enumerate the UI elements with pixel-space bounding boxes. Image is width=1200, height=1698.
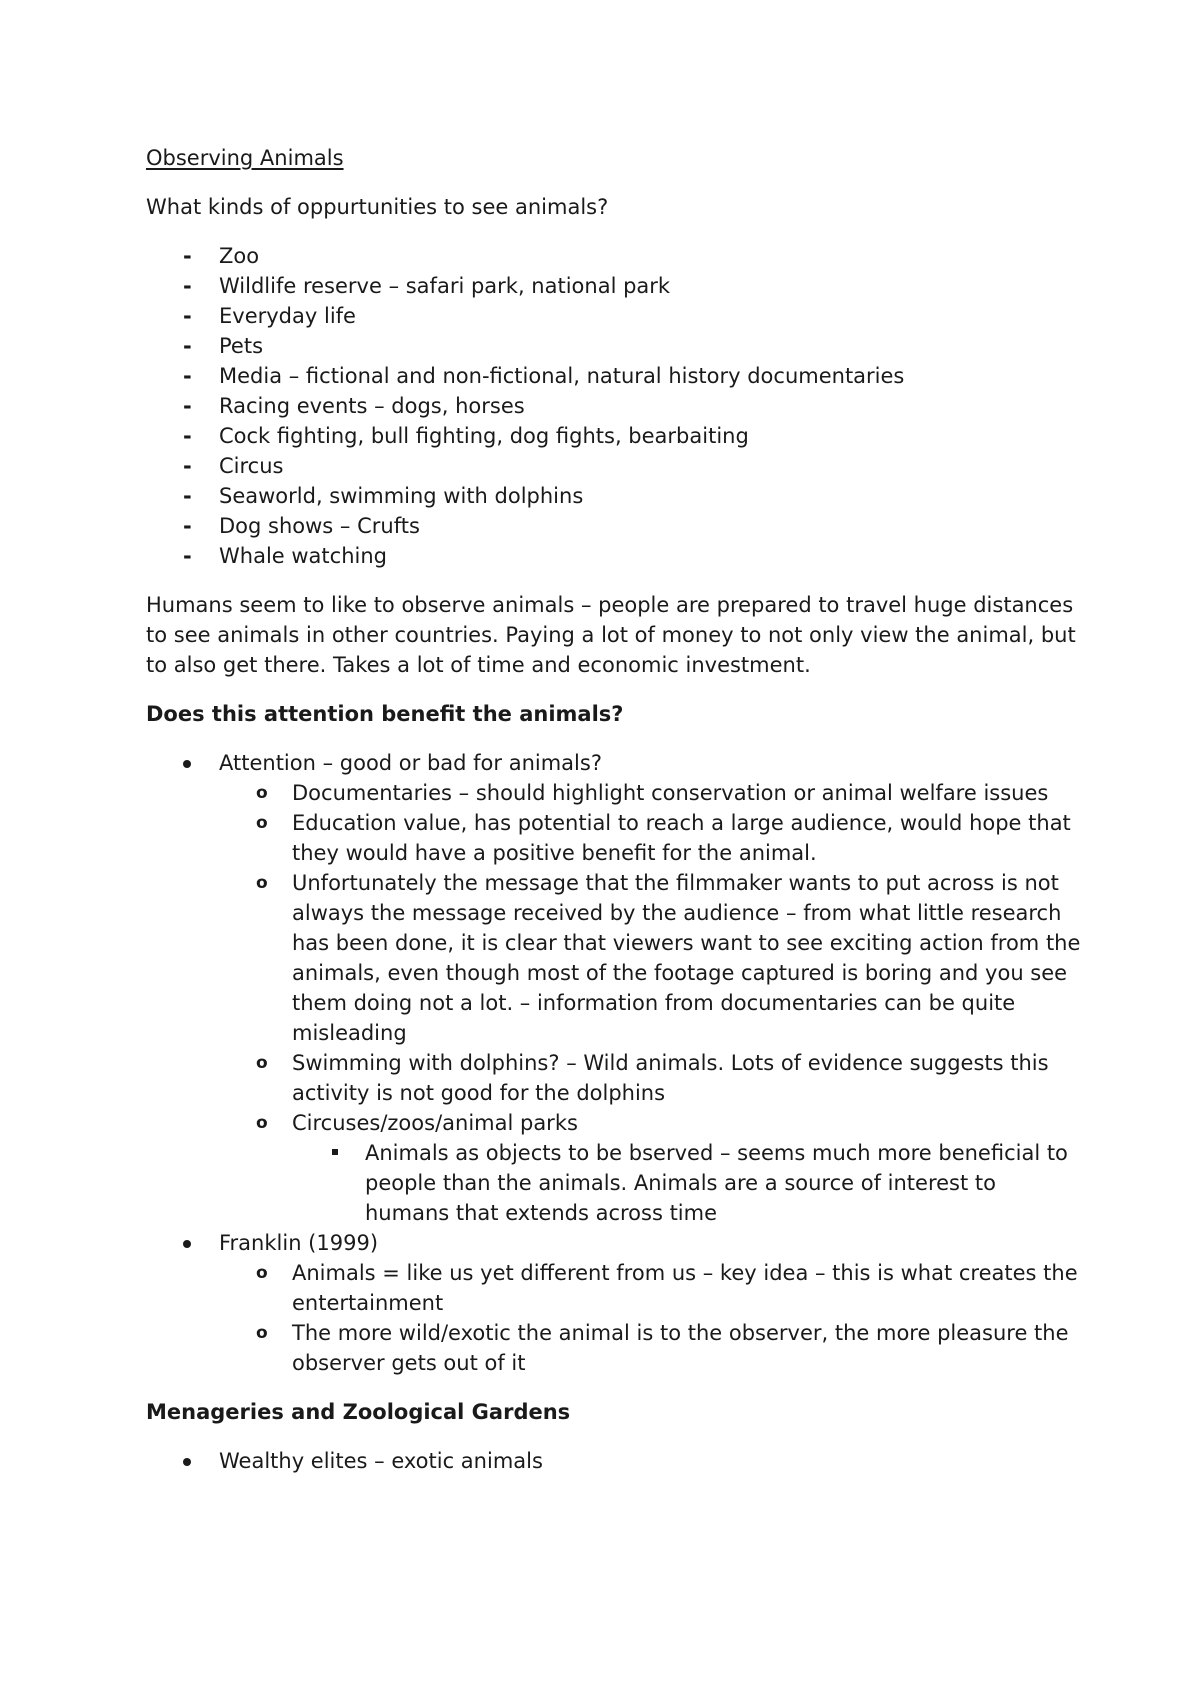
square-bullet-icon bbox=[332, 1149, 338, 1155]
list-item: - Wildlife reserve – safari park, national park bbox=[146, 271, 1086, 301]
list-item: o The more wild/exotic the animal is to the observer, the more pleasure the observer gets out of it bbox=[219, 1318, 1086, 1378]
section-heading-menageries: Menageries and Zoological Gardens bbox=[146, 1400, 571, 1424]
dash-marker: - bbox=[183, 244, 192, 268]
list-item: - Pets bbox=[146, 331, 1086, 361]
circle-bullet-icon: o bbox=[256, 1323, 268, 1343]
circle-bullet-icon: o bbox=[256, 873, 268, 893]
bullet-icon bbox=[183, 1240, 191, 1248]
dash-marker: - bbox=[183, 514, 192, 538]
list-item: - Cock fighting, bull fighting, dog fights, bearbaiting bbox=[146, 421, 1086, 451]
intro-question: What kinds of oppurtunities to see animals? bbox=[146, 195, 609, 219]
dash-marker: - bbox=[183, 274, 192, 298]
dash-marker: - bbox=[183, 484, 192, 508]
list-item: - Zoo bbox=[146, 241, 1086, 271]
dash-marker: - bbox=[183, 334, 192, 358]
list-item: - Racing events – dogs, horses bbox=[146, 391, 1086, 421]
attention-sublist bbox=[219, 778, 1086, 1228]
list-item: o Animals = like us yet different from us – key idea – this is what creates the entertainment bbox=[219, 1258, 1086, 1318]
attention-bullet-list bbox=[146, 748, 1086, 1378]
list-item: Franklin (1999) o Animals = like us yet different from us – key idea – this is what creates the entertainment o The more wild/exotic the animal is to the observer, the more pleasure the observer gets out of it bbox=[146, 1228, 1086, 1378]
list-item: - Whale watching bbox=[146, 541, 1086, 571]
body-paragraph: Humans seem to like to observe animals – people are prepared to travel huge distances to see animals in other countries. Paying a lot of money to not only view the animal, but to also get there. Takes a lot of time and economic investment. bbox=[146, 593, 1076, 677]
opportunities-list bbox=[146, 241, 1086, 571]
section-heading-attention: Does this attention benefit the animals? bbox=[146, 702, 624, 726]
dash-marker: - bbox=[183, 394, 192, 418]
list-item: o Education value, has potential to reach a large audience, would hope that they would have a positive benefit for the animal. bbox=[219, 808, 1086, 868]
menageries-bullet-list bbox=[146, 1446, 1086, 1476]
list-item: - Circus bbox=[146, 451, 1086, 481]
circuses-sublist bbox=[292, 1138, 1086, 1228]
bullet-icon bbox=[183, 760, 191, 768]
bullet-icon bbox=[183, 1458, 191, 1466]
list-item: Attention – good or bad for animals? o Documentaries – should highlight conservation or animal welfare issues o Education value, has potential to reach a large audience, would hope that they would have a positive benefit for the animal. o Unfortunately the message that the filmmaker wants to put across is not always the message received by the audience – from what little research has been done, it is clear that viewers want to see exciting action from the animals, even though most of the footage captured is boring and you see them doing not a lot. – information from documentaries can be quite misleading o Swimming with dolphins? – Wild animals. Lots of evidence suggests this activity is not good for the dolphins o Circuses/zoos/animal parks Animals as objects to be bserved – seems much more beneficial to people than the animals. Animals are a source of interest to humans that extends across time bbox=[146, 748, 1086, 1228]
circle-bullet-icon: o bbox=[256, 1263, 268, 1283]
list-item: o Circuses/zoos/animal parks Animals as objects to be bserved – seems much more beneficial to people than the animals. Animals are a source of interest to humans that extends across time bbox=[219, 1108, 1086, 1228]
list-item: Animals as objects to be bserved – seems much more beneficial to people than the animals. Animals are a source of interest to humans that extends across time bbox=[292, 1138, 1086, 1228]
list-item: - Dog shows – Crufts bbox=[146, 511, 1086, 541]
circle-bullet-icon: o bbox=[256, 783, 268, 803]
circle-bullet-icon: o bbox=[256, 1053, 268, 1073]
franklin-sublist bbox=[219, 1258, 1086, 1378]
circle-bullet-icon: o bbox=[256, 813, 268, 833]
spacer bbox=[146, 1378, 1086, 1397]
list-item: - Media – fictional and non-fictional, natural history documentaries bbox=[146, 361, 1086, 391]
dash-marker: - bbox=[183, 304, 192, 328]
list-item: o Unfortunately the message that the filmmaker wants to put across is not always the message received by the audience – from what little research has been done, it is clear that viewers want to see exciting action from the animals, even though most of the footage captured is boring and you see them doing not a lot. – information from documentaries can be quite misleading bbox=[219, 868, 1086, 1048]
dash-marker: - bbox=[183, 364, 192, 388]
list-item: o Documentaries – should highlight conservation or animal welfare issues bbox=[219, 778, 1086, 808]
document-page bbox=[146, 143, 1086, 1495]
list-item: o Swimming with dolphins? – Wild animals. Lots of evidence suggests this activity is not good for the dolphins bbox=[219, 1048, 1086, 1108]
dash-marker: - bbox=[183, 424, 192, 448]
dash-marker: - bbox=[183, 454, 192, 478]
list-item: Wealthy elites – exotic animals bbox=[146, 1446, 1086, 1476]
dash-marker: - bbox=[183, 544, 192, 568]
circle-bullet-icon: o bbox=[256, 1113, 268, 1133]
document-title: Observing Animals bbox=[146, 146, 344, 170]
list-item: - Everyday life bbox=[146, 301, 1086, 331]
list-item: - Seaworld, swimming with dolphins bbox=[146, 481, 1086, 511]
